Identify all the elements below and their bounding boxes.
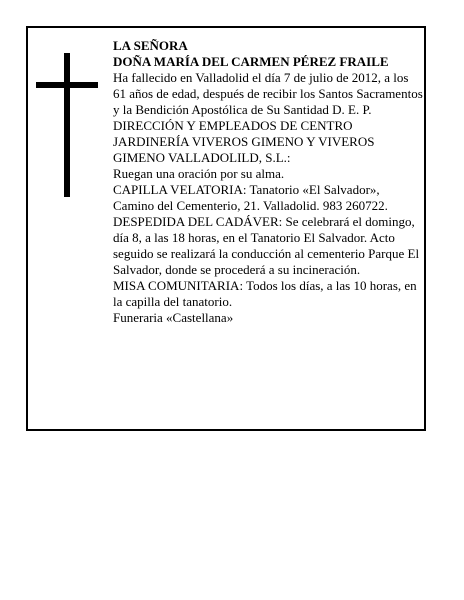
- prayer-request: Ruegan una oración por su alma.: [113, 166, 285, 181]
- death-announcement: Ha fallecido en Valladolid el día 7 de julio de 2012, a los 61 años de edad, después de recibir los Santos Sacramentos y la Bendición Apostólica de Su Santidad D. E. P.: [113, 70, 423, 117]
- deceased-name: DOÑA MARÍA DEL CARMEN PÉREZ FRAILE: [113, 54, 389, 69]
- cross-horizontal-bar: [36, 82, 98, 88]
- obituary-text: [113, 38, 423, 326]
- chapel-info: CAPILLA VELATORIA: Tanatorio «El Salvador», Camino del Cementerio, 21. Valladolid. 983 260722.: [113, 182, 388, 213]
- heading-title: LA SEÑORA: [113, 38, 188, 53]
- farewell-info: DESPEDIDA DEL CADÁVER: Se celebrará el domingo, día 8, a las 18 horas, en el Tanatorio El Salvador. Acto seguido se realizará la conducción al cementerio Parque El Salvador, donde se procederá a su incineración.: [113, 214, 420, 277]
- mass-info: MISA COMUNITARIA: Todos los días, a las 10 horas, en la capilla del tanatorio.: [113, 278, 417, 309]
- funeral-home: Funeraria «Castellana»: [113, 310, 234, 325]
- cross-vertical-bar: [64, 53, 70, 197]
- latin-cross-icon: [36, 53, 98, 197]
- mourners: DIRECCIÓN Y EMPLEADOS DE CENTRO JARDINERÍA VIVEROS GIMENO Y VIVEROS GIMENO VALLADOLILD, S.L.:: [113, 118, 375, 165]
